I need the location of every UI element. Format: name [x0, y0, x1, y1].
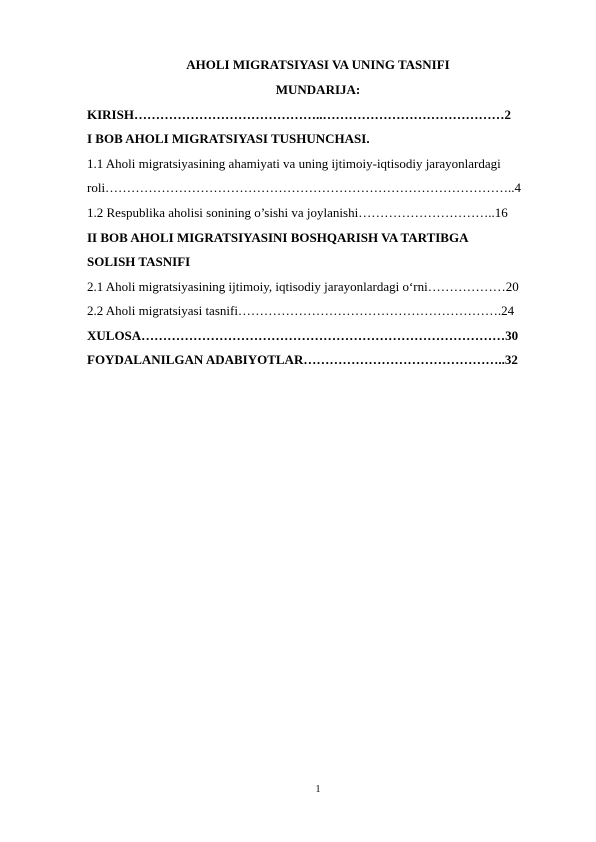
toc-entry-1-1-line1: 1.1 Aholi migratsiyasining ahamiyati va uning ijtimoiy-iqtisodiy jarayonlardagi	[87, 156, 501, 171]
document-title: AHOLI MIGRATSIYASI VA UNING TASNIFI	[186, 57, 450, 72]
toc-entry-xulosa: XULOSA…………………………………………………………………………30	[87, 328, 519, 343]
toc-entry-kirish: KIRISH……………………………………..……………………………………2	[87, 107, 511, 122]
toc-entry-2-1: 2.1 Aholi migratsiyasining ijtimoiy, iqtisodiy jarayonlardagi o‘rni………………20	[87, 279, 519, 294]
toc-entry-2-2: 2.2 Aholi migratsiyasi tasnifi…………………………………………………….24	[87, 303, 515, 318]
toc-chapter-2-line2: SOLISH TASNIFI	[87, 254, 191, 269]
toc-chapter-1: I BOB AHOLI MIGRATSIYASI TUSHUNCHASI.	[87, 131, 370, 146]
toc-entry-1-1-line2: roli…………………………………………………………………………………..4	[87, 180, 522, 195]
toc-chapter-2-line1: II BOB AHOLI MIGRATSIYASINI BOSHQARISH VA TARTIBGA	[87, 230, 469, 245]
toc-entry-adabiyotlar: FOYDALANILGAN ADABIYOTLAR………………………………………..32	[87, 352, 518, 367]
page-number: 1	[315, 784, 321, 795]
toc-heading: MUNDARIJA:	[275, 82, 361, 97]
toc-entry-1-2: 1.2 Respublika aholisi sonining o’sishi va joylanishi…………………………..16	[87, 205, 508, 220]
